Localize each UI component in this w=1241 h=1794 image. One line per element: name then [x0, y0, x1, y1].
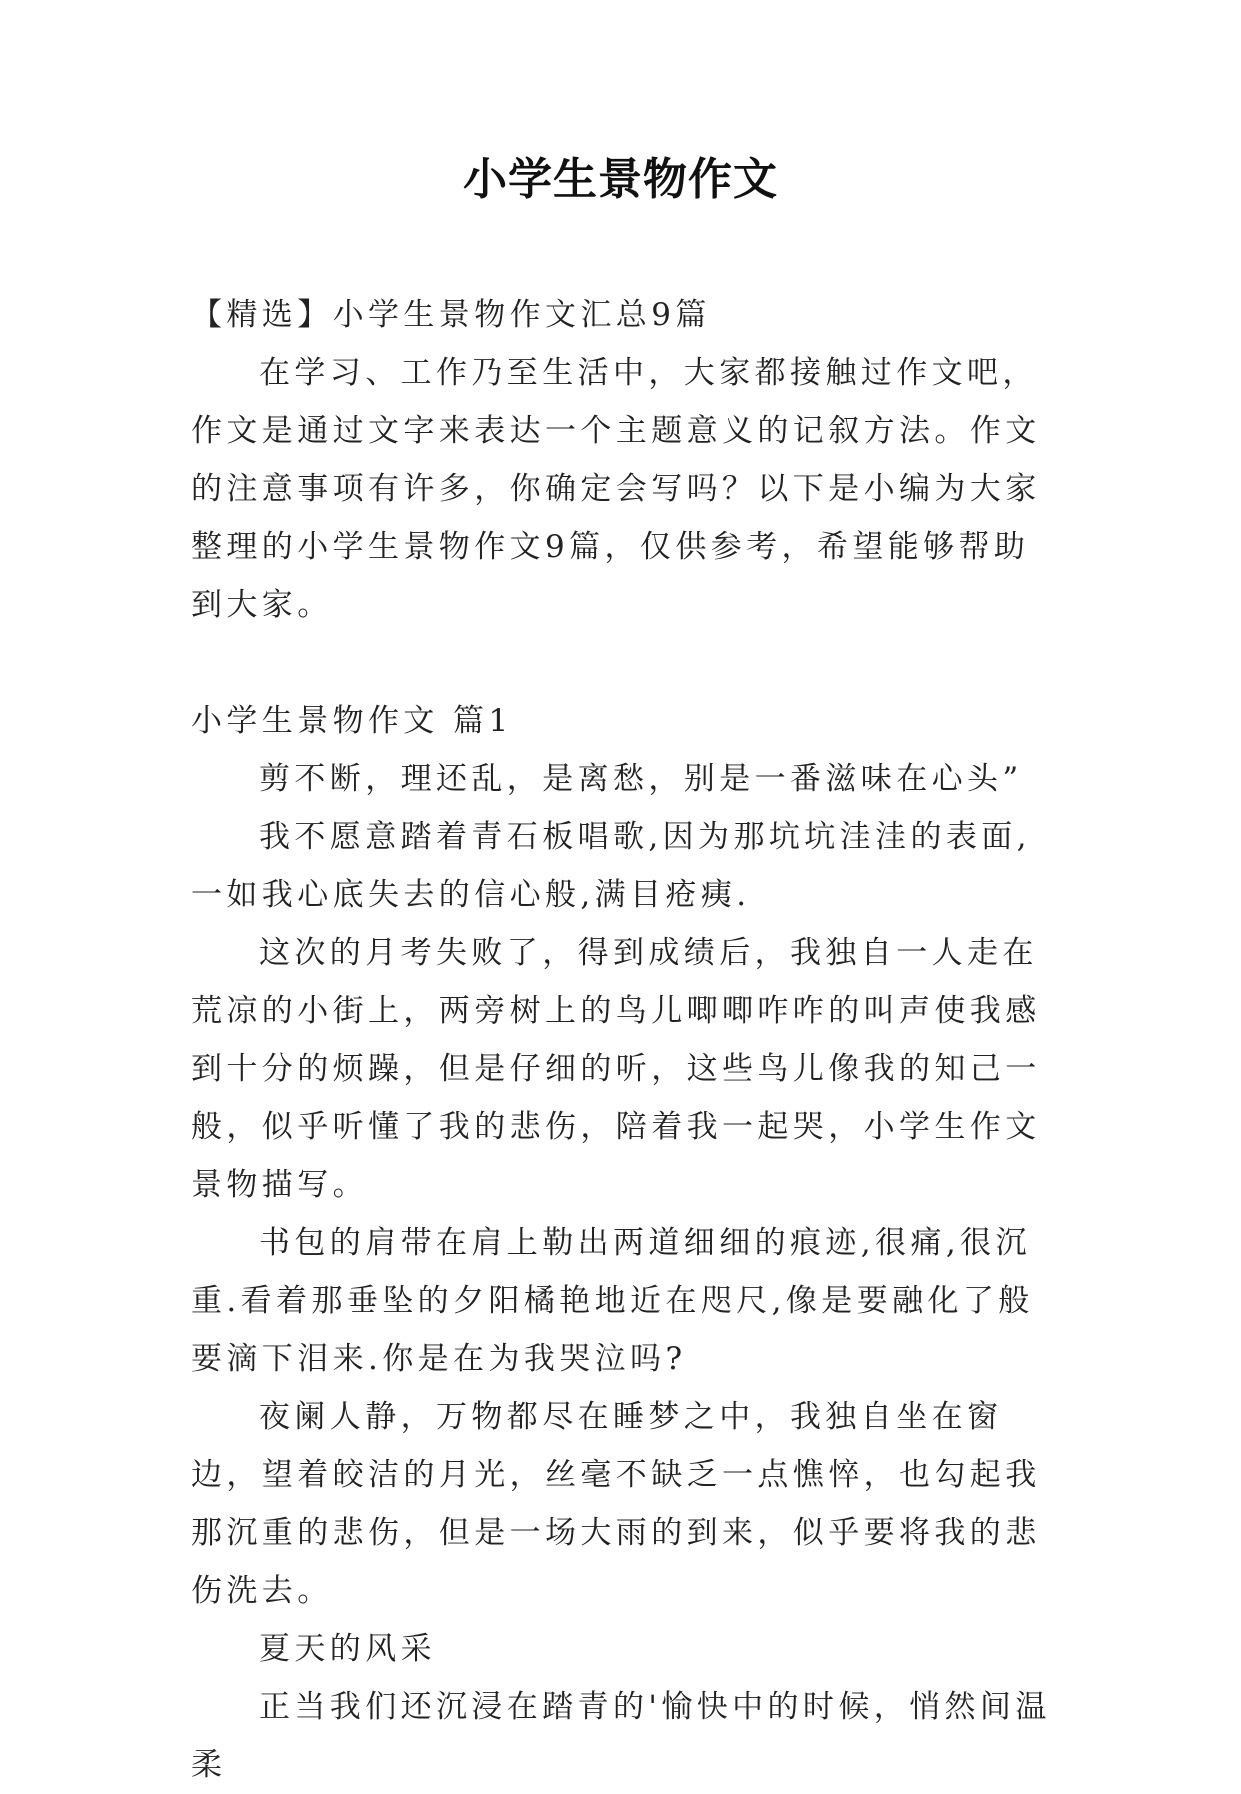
body-paragraph: 夜阑人静，万物都尽在睡梦之中，我独自坐在窗边，望着皎洁的月光，丝毫不缺乏一点憔悴，也勾起我那沉重的悲伤，但是一场大雨的到来，似乎要将我的悲伤洗去。 — [191, 1399, 1041, 1609]
section-heading: 小学生景物作文 篇1 — [191, 703, 513, 739]
document-body — [191, 286, 1051, 1794]
body-paragraph: 书包的肩带在肩上勒出两道细细的痕迹,很痛,很沉重.看着那垂坠的夕阳橘艳地近在咫尺,像是要融化了般要滴下泪来.你是在为我哭泣吗? — [191, 1225, 1034, 1377]
body-paragraph: 这次的月考失败了，得到成绩后，我独自一人走在荒凉的小街上，两旁树上的鸟儿唧唧咋咋的叫声使我感到十分的烦躁，但是仔细的听，这些鸟儿像我的知己一般，似乎听懂了我的悲伤，陪着我一起哭，小学生作文景物描写。 — [191, 935, 1041, 1203]
body-paragraph: 夏天的风采 — [259, 1631, 436, 1667]
document-subtitle: 【精选】小学生景物作文汇总9篇 — [191, 297, 711, 333]
intro-paragraph: 在学习、工作乃至生活中，大家都接触过作文吧，作文是通过文字来表达一个主题意义的记叙方法。作文的注意事项有许多，你确定会写吗？以下是小编为大家整理的小学生景物作文9篇，仅供参考，希望能够帮助到大家。 — [191, 355, 1041, 623]
body-paragraph: 正当我们还沉浸在踏青的'愉快中的时候，悄然间温柔 — [191, 1689, 1051, 1783]
paragraph-spacer — [191, 634, 1051, 692]
body-paragraph: 我不愿意踏着青石板唱歌,因为那坑坑洼洼的表面,一如我心底失去的信心般,满目疮痍. — [191, 819, 1031, 913]
document-title: 小学生景物作文 — [463, 154, 778, 205]
body-paragraph: 剪不断，理还乱，是离愁，别是一番滋味在心头” — [259, 761, 1023, 797]
